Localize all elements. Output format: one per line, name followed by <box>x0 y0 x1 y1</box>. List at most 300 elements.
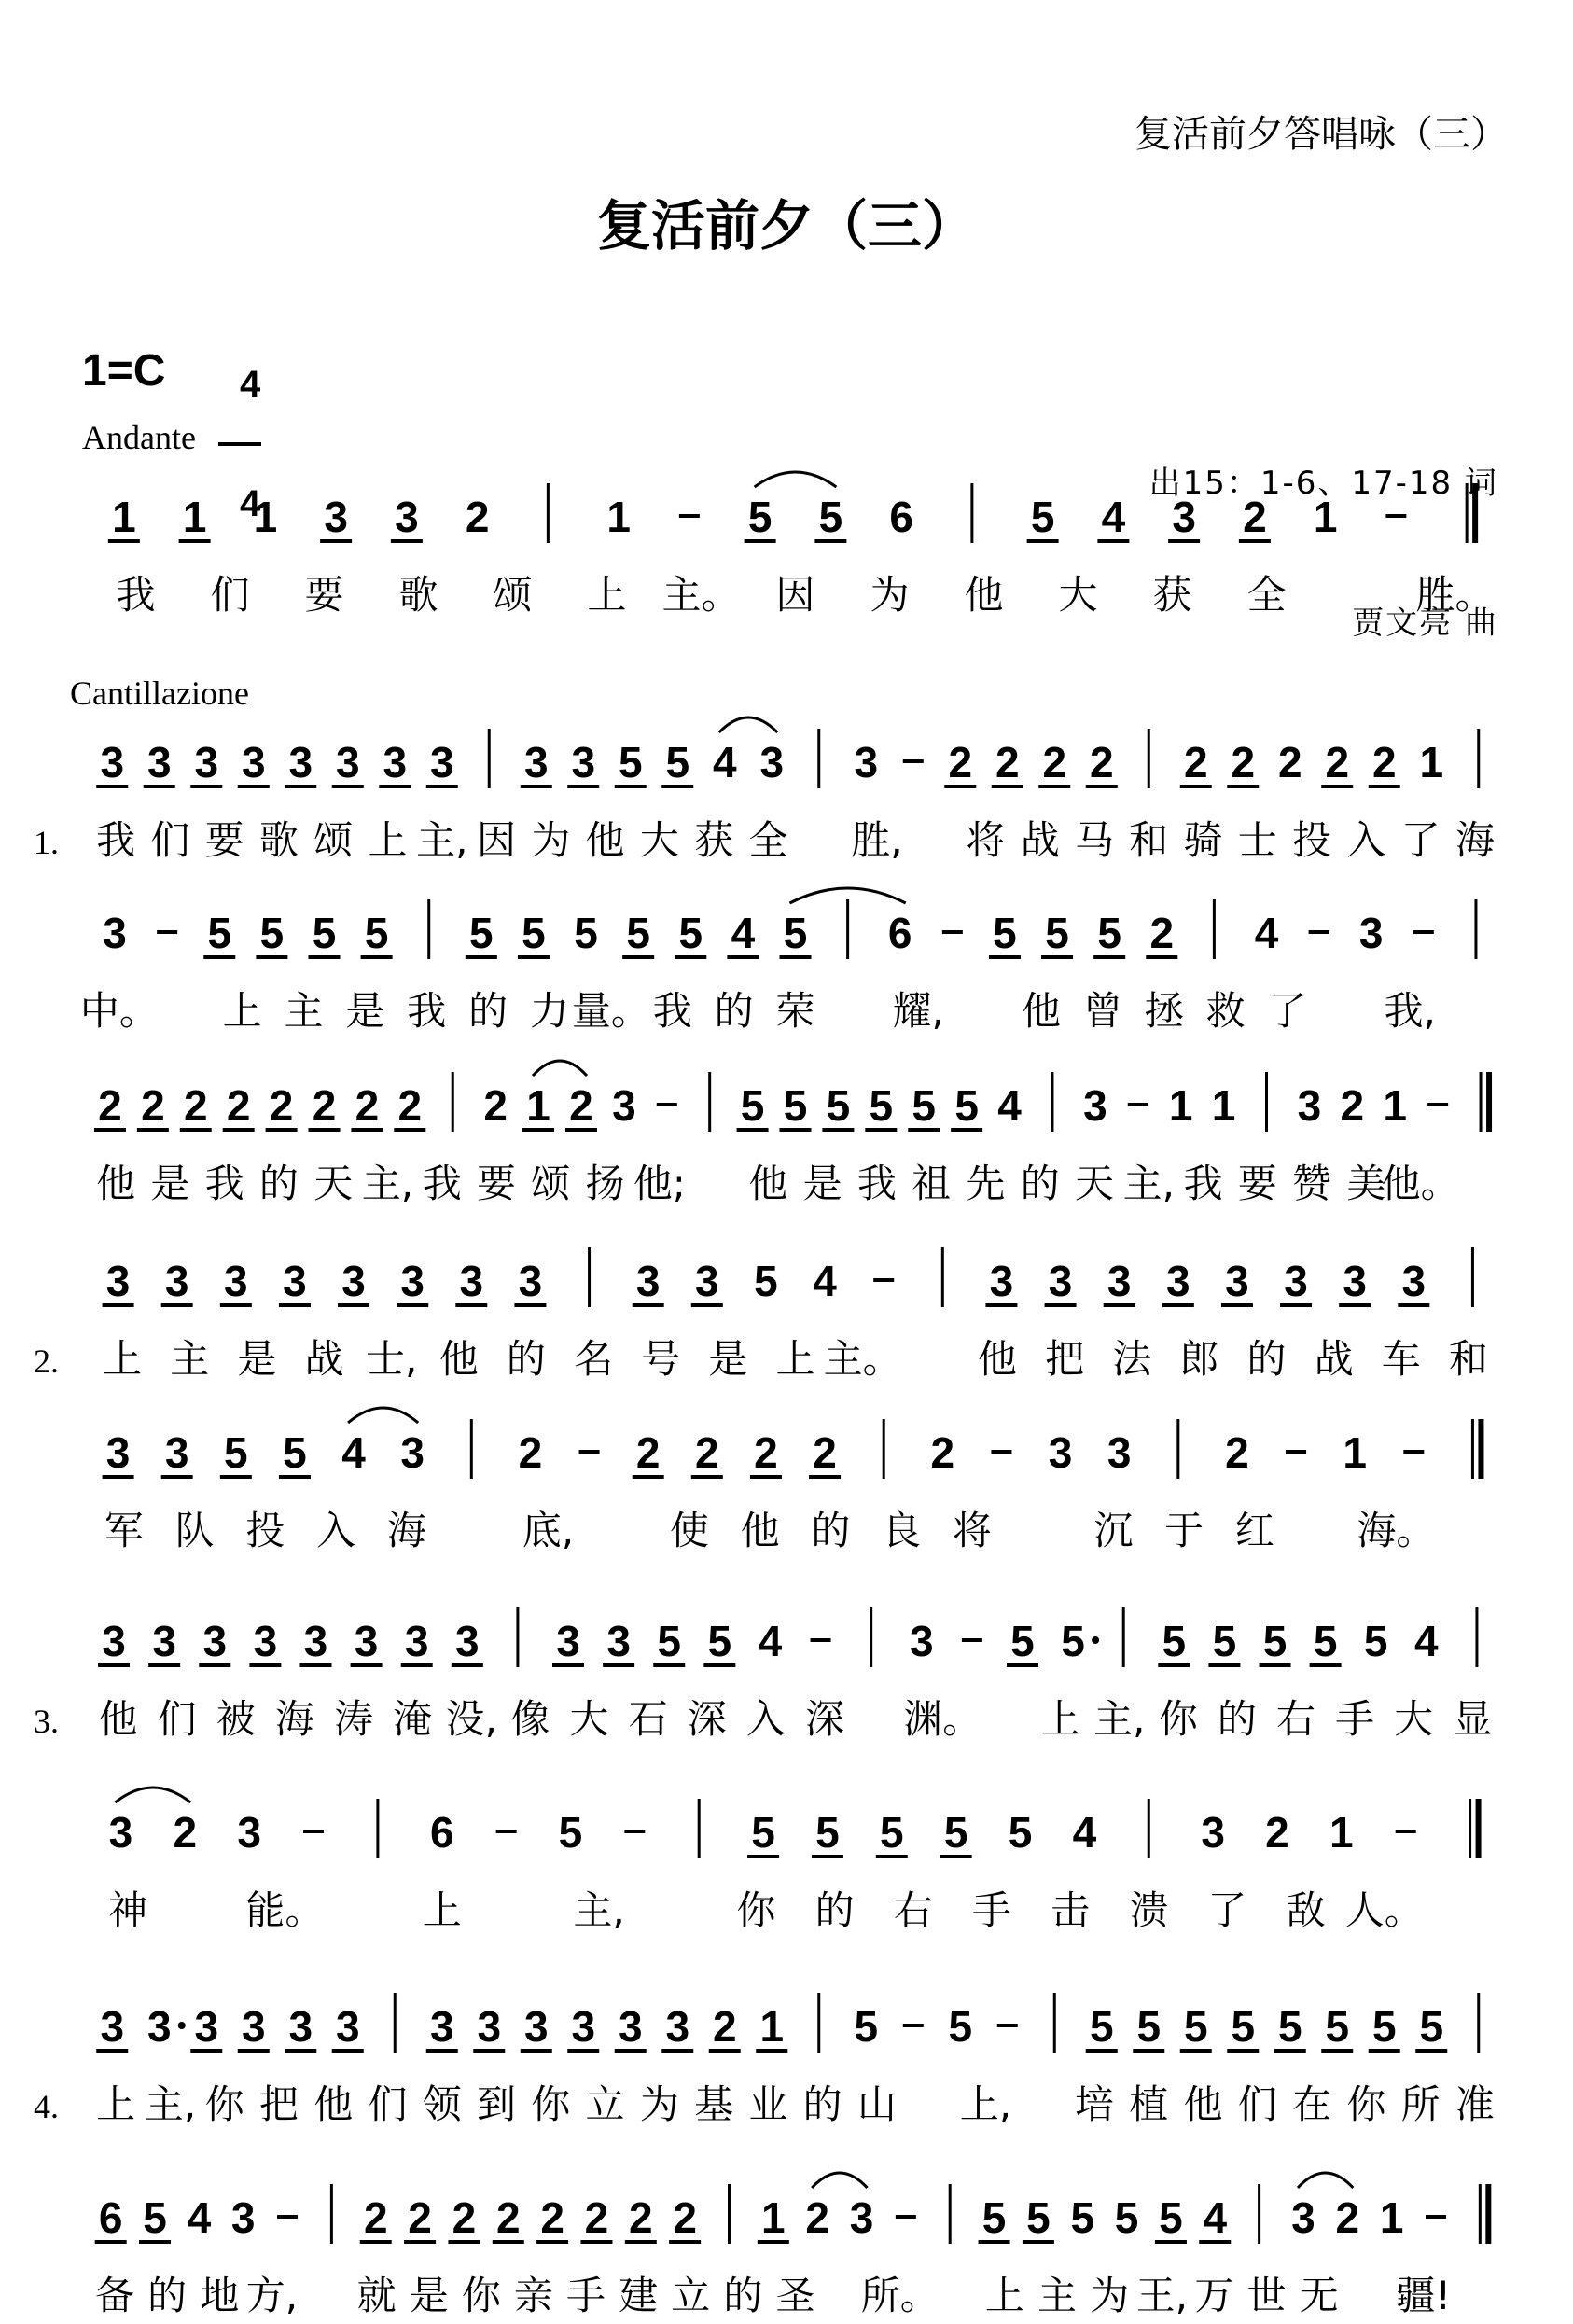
lyric-syllable: 主 <box>1037 2273 1078 2318</box>
lyric-syllable: 世 <box>1246 2273 1287 2318</box>
lyric-syllable: 上 <box>984 2273 1024 2318</box>
lyric-syllable: 将 <box>966 817 1006 863</box>
note-3: 3 <box>102 1617 126 1665</box>
note-3: 3 <box>1048 1257 1073 1305</box>
note-5: 5 <box>943 1808 968 1857</box>
note-3: 3 <box>303 1617 328 1665</box>
lyric-syllable: 右 <box>893 1887 933 1933</box>
note-5: 5 <box>740 1081 765 1130</box>
lyric-syllable: 了 <box>1207 1887 1247 1933</box>
note-5: 5 <box>948 2002 973 2051</box>
lyric-syllable: 了 <box>1400 817 1441 863</box>
lyric-syllable: 你 <box>461 2273 501 2318</box>
lyric-syllable: 们 <box>150 817 190 863</box>
lyric-syllable: 入 <box>316 1508 356 1553</box>
lyric-syllable: 我 <box>422 1161 462 1206</box>
note-3: 3 <box>1225 1257 1249 1305</box>
lyric-syllable: 是 <box>150 1161 190 1206</box>
lyric-syllable: 的 <box>802 2081 842 2127</box>
note-1: 1 <box>606 493 631 541</box>
lyric-syllable: 要 <box>304 572 344 618</box>
note-2: 2 <box>1243 493 1267 541</box>
lyric-syllable: 地 <box>200 2273 240 2318</box>
note-5: 5 <box>981 2193 1007 2242</box>
note-5: 5 <box>1045 909 1069 957</box>
note-5: 5 <box>815 1808 840 1857</box>
note-1: 1 <box>1329 1808 1354 1857</box>
note-2: 2 <box>1325 738 1350 786</box>
note-3: 3 <box>455 1617 480 1665</box>
note-2: 2 <box>363 2193 388 2242</box>
lyric-syllable: 业 <box>748 2081 788 2127</box>
note-2: 2 <box>813 1428 837 1477</box>
note-3: 3 <box>571 2002 596 2051</box>
note-3: 3 <box>335 2002 360 2051</box>
note-3: 3 <box>400 1428 425 1477</box>
lyric-syllable: 良 <box>882 1508 922 1553</box>
note-2: 2 <box>269 1081 294 1130</box>
lyric-syllable: 中。 <box>79 988 159 1034</box>
lyric-syllable: 因 <box>775 572 815 618</box>
lyric-syllable: 他 <box>1021 988 1061 1034</box>
note-1: 1 <box>1168 1081 1193 1130</box>
lyric-syllable: 我, <box>1384 988 1436 1034</box>
note-2: 2 <box>183 1081 208 1130</box>
lyric-syllable: 入 <box>1346 817 1386 863</box>
lyric-syllable: 无 <box>1299 2273 1339 2318</box>
note-1: 1 <box>1383 1081 1408 1130</box>
note-3: 3 <box>194 2002 219 2051</box>
note-2: 2 <box>948 738 973 786</box>
lyric-syllable: 主, <box>1093 1696 1146 1742</box>
lyric-syllable: 他 <box>96 1161 136 1206</box>
lyric-syllable: 他 <box>977 1336 1017 1382</box>
lyric-syllable: 大 <box>1394 1696 1434 1742</box>
augmentation-dot <box>1092 1636 1099 1644</box>
lyric-syllable: 手 <box>971 1887 1011 1933</box>
note-5: 5 <box>1097 909 1121 957</box>
lyric-syllable: 渊。 <box>903 1696 982 1742</box>
note-3: 3 <box>324 493 348 541</box>
note-5: 5 <box>1070 2193 1095 2242</box>
lyric-syllable: 领 <box>422 2081 462 2127</box>
lyric-syllable: 歌 <box>258 817 299 863</box>
lyric-syllable: 就 <box>356 2273 397 2318</box>
note-2: 2 <box>452 2193 477 2242</box>
note-2: 2 <box>98 1081 122 1130</box>
note-4: 4 <box>997 1081 1022 1130</box>
lyric-syllable: 备 <box>95 2273 135 2318</box>
note-2: 2 <box>226 1081 251 1130</box>
note-5: 5 <box>1262 1617 1288 1665</box>
note-4: 4 <box>1203 2193 1228 2242</box>
lyric-syllable: 沉 <box>1093 1508 1134 1553</box>
note-3: 3 <box>105 1257 131 1305</box>
lyric-syllable: 拯 <box>1144 988 1184 1034</box>
lyric-syllable: 为 <box>531 817 571 863</box>
lyric-syllable: 手 <box>1335 1696 1375 1742</box>
note-3: 3 <box>523 738 549 786</box>
note-3: 3 <box>618 2002 643 2051</box>
lyric-syllable: 大 <box>1058 572 1098 618</box>
key-signature: 1=C <box>82 346 166 396</box>
lyric-syllable: 是 <box>237 1336 277 1382</box>
lyric-syllable: 们 <box>210 572 250 618</box>
note-6: 6 <box>887 909 912 957</box>
note-1: 1 <box>253 493 278 541</box>
lyric-syllable: 主, <box>361 1161 414 1206</box>
note-5: 5 <box>558 1808 583 1857</box>
note-3: 3 <box>1358 909 1384 957</box>
lyric-syllable: 基 <box>694 2081 734 2127</box>
lyric-syllable: 车 <box>1381 1336 1421 1382</box>
lyric-syllable: 军 <box>104 1508 144 1553</box>
lyric-syllable: 美 <box>1346 1161 1386 1206</box>
note-5: 5 <box>1114 2193 1139 2242</box>
lyric-syllable: 他; <box>633 1161 686 1206</box>
lyric-syllable: 的 <box>506 1336 546 1382</box>
note-2: 2 <box>540 2193 564 2242</box>
lyric-syllable: 将 <box>952 1508 992 1553</box>
lyric-syllable: 使 <box>669 1508 709 1553</box>
lyric-syllable: 的 <box>468 988 508 1034</box>
time-signature-top: 4 <box>239 364 261 405</box>
lyric-syllable: 颂 <box>493 572 533 618</box>
lyric-syllable: 涛 <box>334 1696 374 1742</box>
lyric-syllable: 海 <box>386 1508 426 1553</box>
note-2: 2 <box>1089 738 1114 786</box>
lyric-syllable: 所 <box>1400 2081 1441 2127</box>
lyric-syllable: 主, <box>416 817 468 863</box>
verse-number: 3. <box>34 1703 59 1740</box>
note-1: 1 <box>1379 2193 1404 2242</box>
note-3: 3 <box>1107 1257 1132 1305</box>
lyric-syllable: 的 <box>1217 1696 1257 1742</box>
tie-slur <box>348 1408 418 1423</box>
lyric-syllable: 投 <box>245 1508 285 1553</box>
lyric-syllable: 的 <box>147 2273 188 2318</box>
note-4: 4 <box>1254 909 1279 957</box>
lyric-syllable: 为 <box>870 572 910 618</box>
lyric-syllable: 的 <box>1246 1336 1287 1382</box>
note-4: 4 <box>813 1257 837 1305</box>
note-3: 3 <box>383 738 408 786</box>
tie-slur <box>533 1061 587 1076</box>
note-3: 3 <box>1107 1428 1132 1477</box>
lyric-syllable: 主。 <box>661 572 741 618</box>
note-2: 2 <box>397 1081 423 1130</box>
note-3: 3 <box>146 2002 172 2051</box>
lyric-syllable: 颂 <box>531 1161 571 1206</box>
lyric-syllable: 海。 <box>1357 1508 1436 1553</box>
tie-slur <box>719 717 778 732</box>
lyric-syllable: 队 <box>174 1508 215 1553</box>
lyric-syllable: 植 <box>1129 2081 1169 2127</box>
note-3: 3 <box>241 738 266 786</box>
note-5: 5 <box>364 909 389 957</box>
note-3: 3 <box>164 1428 189 1477</box>
lyric-syllable: 要 <box>477 1161 517 1206</box>
note-3: 3 <box>523 2002 549 2051</box>
note-3: 3 <box>989 1257 1014 1305</box>
note-5: 5 <box>1008 1808 1033 1857</box>
lyric-syllable: 手 <box>566 2273 606 2318</box>
note-1: 1 <box>1343 1428 1367 1477</box>
lyric-syllable: 们 <box>1237 2081 1277 2127</box>
note-5: 5 <box>574 909 598 957</box>
note-5: 5 <box>1162 1617 1187 1665</box>
lyric-syllable: 是 <box>708 1336 748 1382</box>
lyric-syllable: 主 <box>170 1336 210 1382</box>
note-5: 5 <box>143 2193 167 2242</box>
note-5: 5 <box>879 1808 904 1857</box>
note-5: 5 <box>224 1428 248 1477</box>
note-2: 2 <box>1225 1428 1249 1477</box>
lyric-syllable: 号 <box>641 1336 681 1382</box>
verse-number: 2. <box>34 1343 59 1380</box>
lyric-syllable: 郎 <box>1179 1336 1219 1382</box>
note-2: 2 <box>312 1081 337 1130</box>
lyric-syllable: 没, <box>445 1696 497 1742</box>
note-3: 3 <box>1048 1428 1073 1477</box>
note-5: 5 <box>1030 493 1055 541</box>
lyric-syllable: 敌 <box>1286 1887 1326 1933</box>
note-5: 5 <box>1183 2002 1208 2051</box>
lyric-syllable: 要 <box>204 817 244 863</box>
note-3: 3 <box>400 1257 425 1305</box>
lyric-syllable: 他 <box>740 1508 780 1553</box>
note-6: 6 <box>429 1808 454 1857</box>
note-3: 3 <box>288 738 313 786</box>
lyric-syllable: 战 <box>1020 817 1060 863</box>
lyric-syllable: 救 <box>1205 988 1246 1034</box>
note-3: 3 <box>103 909 127 957</box>
lyric-syllable: 主 <box>284 988 324 1034</box>
note-3: 3 <box>429 738 454 786</box>
note-2: 2 <box>695 1428 719 1477</box>
lyric-syllable: 全 <box>1246 572 1287 618</box>
lyric-syllable: 你 <box>531 2081 571 2127</box>
note-5: 5 <box>783 1081 808 1130</box>
note-2: 2 <box>995 738 1020 786</box>
note-3: 3 <box>194 738 219 786</box>
note-2: 2 <box>518 1428 543 1477</box>
note-4: 4 <box>731 909 756 957</box>
note-3: 3 <box>164 1257 189 1305</box>
note-5: 5 <box>665 738 690 786</box>
lyric-syllable: 上 <box>1040 1696 1080 1742</box>
lyric-syllable: 耀, <box>892 988 944 1034</box>
lyric-syllable: 淹 <box>393 1696 433 1742</box>
note-5: 5 <box>1159 2193 1183 2242</box>
note-2: 2 <box>569 1081 593 1130</box>
lyric-syllable: 他 <box>98 1696 138 1742</box>
lyric-syllable: 底, <box>522 1508 575 1553</box>
note-1: 1 <box>1419 738 1444 786</box>
note-5: 5 <box>678 909 703 957</box>
lyric-syllable: 我 <box>96 817 136 863</box>
lyric-syllable: 我 <box>407 988 447 1034</box>
note-5: 5 <box>954 1081 979 1130</box>
lyric-syllable: 把 <box>258 2081 299 2127</box>
lyric-syllable: 上 <box>222 988 262 1034</box>
lyric-syllable: 的 <box>714 988 754 1034</box>
lyric-syllable: 他 <box>438 1336 479 1382</box>
lyric-syllable: 被 <box>216 1696 256 1742</box>
note-2: 2 <box>673 2193 697 2242</box>
lyric-syllable: 显 <box>1453 1696 1493 1742</box>
lyric-syllable: 他。 <box>1381 1161 1460 1206</box>
note-3: 3 <box>395 493 419 541</box>
note-3: 3 <box>288 2002 313 2051</box>
lyric-syllable: 圣 <box>775 2273 815 2318</box>
note-1: 1 <box>761 2193 786 2242</box>
lyric-syllable: 曾 <box>1082 988 1122 1034</box>
lyric-syllable: 我 <box>856 1161 897 1206</box>
note-5: 5 <box>626 909 650 957</box>
note-5: 5 <box>826 1081 851 1130</box>
lyric-syllable: 培 <box>1074 2081 1114 2127</box>
note-5: 5 <box>1212 1617 1237 1665</box>
note-2: 2 <box>1149 909 1175 957</box>
lyric-syllable: 他 <box>585 817 625 863</box>
note-3: 3 <box>283 1257 307 1305</box>
lyric-syllable: 在 <box>1292 2081 1332 2127</box>
note-3: 3 <box>202 1617 228 1665</box>
note-3: 3 <box>230 2193 256 2242</box>
note-5: 5 <box>1136 2002 1162 2051</box>
note-3: 3 <box>759 738 785 786</box>
lyric-syllable: 马 <box>1074 817 1114 863</box>
note-5: 5 <box>1325 2002 1350 2051</box>
lyric-syllable: 方, <box>245 2273 299 2318</box>
lyric-syllable: 你 <box>1346 2081 1386 2127</box>
time-signature-bottom: 4 <box>239 483 261 524</box>
lyric-syllable: 他 <box>313 2081 354 2127</box>
lyric-syllable: 士 <box>1237 817 1277 863</box>
note-3: 3 <box>571 738 596 786</box>
lyric-syllable: 的 <box>723 2273 763 2318</box>
note-3: 3 <box>354 1617 379 1665</box>
note-5: 5 <box>1363 1617 1388 1665</box>
note-2: 2 <box>635 1428 661 1477</box>
lyric-syllable: 量。 <box>571 988 650 1034</box>
note-5: 5 <box>912 1081 937 1130</box>
note-3: 3 <box>241 2002 266 2051</box>
composer-credit: 贾文亮 曲 <box>1352 605 1498 642</box>
lyric-syllable: 入 <box>745 1696 786 1742</box>
note-3: 3 <box>1172 493 1196 541</box>
note-3: 3 <box>1201 1808 1225 1857</box>
note-5: 5 <box>707 1617 732 1665</box>
note-3: 3 <box>1297 1081 1322 1130</box>
note-3: 3 <box>612 1081 636 1130</box>
note-3: 3 <box>341 1257 366 1305</box>
note-3: 3 <box>556 1617 580 1665</box>
note-2: 2 <box>173 1808 198 1857</box>
lyric-syllable: 战 <box>304 1336 344 1382</box>
note-3: 3 <box>237 1808 261 1857</box>
note-1: 1 <box>526 1081 550 1130</box>
lyric-syllable: 右 <box>1276 1696 1316 1742</box>
note-3: 3 <box>146 738 172 786</box>
note-2: 2 <box>355 1081 380 1130</box>
lyric-syllable: 大 <box>569 1696 609 1742</box>
lyric-syllable: 疆! <box>1396 2273 1452 2318</box>
lyric-syllable: 我 <box>652 988 692 1034</box>
note-4: 4 <box>341 1428 366 1477</box>
note-3: 3 <box>1166 1257 1190 1305</box>
note-3: 3 <box>100 738 125 786</box>
note-6: 6 <box>98 2193 123 2242</box>
lyric-syllable: 立 <box>585 2081 625 2127</box>
note-3: 3 <box>404 1617 429 1665</box>
verse-number: 4. <box>34 2088 59 2125</box>
note-3: 3 <box>152 1617 176 1665</box>
note-5: 5 <box>993 909 1017 957</box>
lyric-syllable: 深 <box>687 1696 727 1742</box>
note-2: 2 <box>629 2193 653 2242</box>
note-5: 5 <box>1277 2002 1302 2051</box>
lyric-syllable: 立 <box>671 2273 711 2318</box>
lyric-syllable: 人。 <box>1344 1887 1424 1933</box>
lyric-syllable: 上 <box>103 1336 143 1382</box>
note-5: 5 <box>283 1428 307 1477</box>
lyric-syllable: 胜, <box>851 817 903 863</box>
note-3: 3 <box>635 1257 661 1305</box>
lyric-syllable: 你 <box>204 2081 244 2127</box>
note-5: 5 <box>783 909 808 957</box>
lyric-syllable: 大 <box>639 817 679 863</box>
lyric-syllable: 荣 <box>775 988 815 1034</box>
note-2: 2 <box>1335 2193 1360 2242</box>
lyric-syllable: 祖 <box>912 1161 952 1206</box>
note-2: 2 <box>141 1081 165 1130</box>
note-5: 5 <box>1231 2002 1256 2051</box>
lyric-syllable: 因 <box>477 817 517 863</box>
note-4: 4 <box>1101 493 1126 541</box>
lyric-syllable: 你 <box>736 1887 776 1933</box>
note-4: 4 <box>1414 1617 1439 1665</box>
lyric-syllable: 和 <box>1448 1336 1488 1382</box>
note-3: 3 <box>849 2193 874 2242</box>
lyric-syllable: 为 <box>1090 2273 1130 2318</box>
note-1: 1 <box>112 493 136 541</box>
lyric-syllable: 投 <box>1292 817 1332 863</box>
note-3: 3 <box>459 1257 484 1305</box>
lyric-syllable: 像 <box>510 1696 550 1742</box>
note-3: 3 <box>253 1617 278 1665</box>
lyric-syllable: 是 <box>409 2273 449 2318</box>
page-title: 复活前夕（三） <box>596 194 976 257</box>
note-4: 4 <box>1072 1808 1097 1857</box>
lyric-syllable: 们 <box>368 2081 408 2127</box>
tie-slur <box>755 472 837 487</box>
note-3: 3 <box>909 1617 934 1665</box>
note-5: 5 <box>854 2002 879 2051</box>
lyric-syllable: 主, <box>573 1887 625 1933</box>
note-2: 2 <box>712 2002 737 2051</box>
note-2: 2 <box>483 1081 508 1130</box>
note-2: 2 <box>805 2193 829 2242</box>
lyric-syllable: 赞 <box>1292 1161 1332 1206</box>
note-5: 5 <box>1061 1617 1085 1665</box>
lyric-syllable: 海 <box>1455 817 1495 863</box>
note-3: 3 <box>1291 2193 1315 2242</box>
lyric-syllable: 能。 <box>245 1887 325 1933</box>
note-5: 5 <box>259 909 285 957</box>
note-4: 4 <box>712 738 737 786</box>
